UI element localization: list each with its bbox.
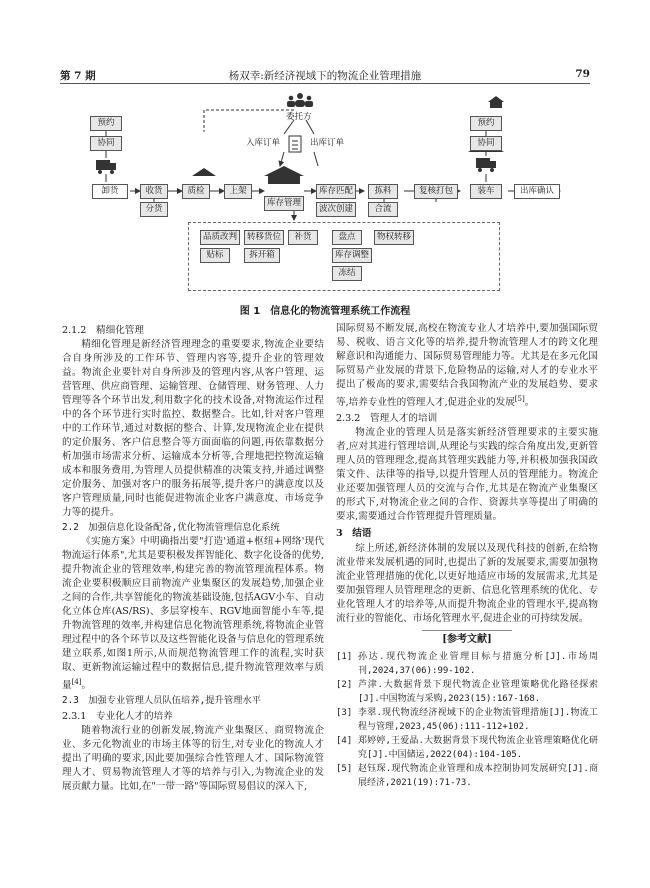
warehouse-icon-left	[192, 168, 216, 176]
right-column	[336, 322, 598, 790]
heading-2-3-2: 2.3.2 管理人才的培训	[336, 413, 438, 425]
outbound-order-label: 出库订单	[310, 138, 345, 148]
sub-ownership-transfer: 物权转移	[374, 230, 414, 245]
paragraph-continued	[336, 322, 598, 410]
reference-text: 孙达.现代物流企业管理目标与措施分析[J].市场周刊,2024,37(06):99-102.	[358, 652, 598, 677]
node-shelve: 上架	[224, 184, 252, 199]
heading-2-3-1: 2.3.1 专业化人才的培养	[62, 711, 173, 723]
warehouse-icon	[264, 166, 304, 184]
inbound-order-label: 入库订单	[246, 138, 281, 148]
node-load: 装车	[470, 184, 502, 199]
node-recheck-pack: 复核打包	[414, 184, 458, 199]
reference-number: [2]	[336, 680, 353, 691]
node-receive: 收货	[140, 184, 168, 199]
reference-text: 李翠.现代物流经济视域下的企业物流管理措施[J].物流工程与管理,2023,45(06):111-112+102.	[358, 708, 598, 733]
consignor-label: 委托方	[286, 112, 312, 122]
sub-freeze: 冻结	[332, 266, 362, 281]
node-coordinate-left: 协同	[90, 136, 122, 151]
document-icon	[289, 136, 301, 152]
reference-item	[336, 734, 598, 762]
node-pick: 拣料	[368, 184, 398, 199]
running-header	[60, 66, 590, 84]
sub-quality-rejudge: 品质改判	[200, 230, 240, 245]
node-reserve-left: 预约	[90, 116, 122, 131]
paragraph-talent-cultivation: 随着物流行业的创新发展,物流产业集聚区、商贸物流企业、多元化物流业的市场主体等的衍生,对专业化的物流人才提出了明确的要求,因此要加强综合性管理人才、国际物流管理人才、贸易物流管理人才等的培养与引入,为物流企业的发展贡献力量。比如,在"一带一路"等国际贸易倡议的深入下,	[62, 725, 324, 793]
paragraph-info-equipment	[62, 535, 324, 693]
node-sort: 分货	[140, 202, 168, 217]
running-title: 杨双幸:新经济视域下的物流企业管理措施	[228, 70, 422, 82]
truck-icon-left	[96, 160, 116, 174]
node-reserve-right: 预约	[470, 116, 502, 131]
heading-2-2: 2.2 加强信息化设备配备,优化物流管理信息化系统	[62, 522, 280, 533]
paragraph-info-equipment-text: 《实施方案》中明确指出要"打造'通道+枢纽+网络'现代物流运行体系",尤其是要积极发挥智能化、数字化设备的优势,提升物流企业的管理效率,构建完善的物流管理流程体系。物流企业要积极顺应目前物流产业集聚区的发展趋势,加强企业之间的合作,共享智能化的物流基础设施,包括AGV小车、自动化立体仓库(AS/RS)、多层穿梭车、RGV地面智能小车等,提升物流管理的效率,并构建信息化物流管理系统,将物流企业管理过程中的各个环节以及这些智能化设备与信息化的管理系统建立联系,如图1所示,从而规范物流管理工作的流程,实时获取、更新物流运输过程中的数据信息,提升物流管理效率与质量	[62, 536, 324, 692]
paragraph-continued-text: 国际贸易不断发展,高校在物流专业人才培养中,要加强国际贸易、税收、语言文化等的培养,提升物流管理人才的跨文化理解意识和沟通能力、国际贸易管理能力等。尤其是在多元化国际贸易产业发展的背景下,危险物品的运输,对人才的专业水平提出了极高的要求,需要结合我国物流产业的发展趋势、要求等,培养专业性的管理人才,促进企业的发展	[336, 323, 598, 409]
citation-4: [4]	[71, 678, 82, 686]
sub-stocktake: 盘点	[332, 230, 362, 245]
page-number: 79	[575, 68, 590, 80]
issue-number: 第 7 期	[60, 70, 96, 82]
sub-transfer-location: 转移货位	[244, 230, 284, 245]
reference-text: 芦津.大数据背景下现代物流企业管理策略优化路径探索[J].中国物流与采购,2023(15):167-168.	[358, 680, 598, 705]
node-inventory-management: 库存管理	[264, 196, 304, 211]
consignor-icon	[287, 93, 313, 107]
node-combine: 合流	[368, 202, 398, 217]
node-stock-match: 库存匹配	[316, 184, 356, 199]
reference-text: 郑婷婷,王爱晶.大数据背景下现代物流企业管理策略优化研究[J].中国储运,2022(04):104-105.	[358, 736, 598, 761]
warehouse-icon-right	[488, 96, 504, 108]
reference-number: [4]	[336, 736, 353, 747]
paragraph-refined-management: 精细化管理是新经济管理理念的重要要求,物流企业要结合自身所涉及的工作环节、管理内容等,提升企业的管理效益。物流企业要针对自身所涉及的管理内容,从客户管理、运营管理、供应商管理、运输管理、仓储管理、财务管理、人力管理等各个环节出发,利用数字化的技术设备,对物流运作过程中的各个环节进行实时监控、数据整合。比如,针对客户管理中的工作环节,通过对数据的整合、计算,发现物流企业在提供的定价服务、客户信息整合等方面面临的问题,再依靠数据分析加强市场需求分析、运输成本分析等,合理地把控物流运输成本和服务费用,为管理人员提供精准的决策支持,并通过调整定价服务、加强对客户的服务拓展等,提升客户的满意度以及客户管理质量,同时也能促进物流企业客户满意度、市场竞争力等的提升。	[62, 339, 324, 518]
reference-list	[336, 650, 598, 790]
paragraph-manager-training: 物流企业的管理人员是落实新经济管理要求的主要实施者,应对其进行管理培训,从理论与实践的综合角度出发,更新管理人员的管理理念,提高其管理实践能力等,并积极加强我国政策文件、法律等的指导,以提升管理人员的管理能力。物流企业还要加强管理人员的交流与合作,尤其是在物流产业集聚区的形式下,对物流企业之间的合作、资源共享等提出了明确的要求,需要通过合作管理提升管理质量。	[336, 427, 598, 523]
workflow-figure	[84, 92, 584, 292]
references-title: [参考文献]	[422, 630, 512, 647]
reference-number: [1]	[336, 652, 353, 663]
sub-stock-adjust: 库存调整	[332, 248, 372, 263]
reference-text: 赵钰琛.现代物流企业管理和成本控制协同发展研究[J].商展经济,2021(19):71-73.	[358, 764, 598, 789]
left-column	[62, 322, 324, 794]
paragraph-conclusion: 综上所述,新经济体制的发展以及现代科技的创新,在给物流业带来发展机遇的同时,也提出了新的发展要求,需要加强物流企业管理措施的优化,以更好地适应市场的发展需求,尤其是要加强管理人员管理理念的更新、信息化管理系统的优化、专业化管理人才的培养等,从而提升物流企业的管理水平,提高物流行业的智能化、市场化管理水平,促进企业的可持续发展。	[336, 543, 598, 625]
reference-item	[336, 650, 598, 678]
sub-replenish: 补货	[288, 230, 318, 245]
citation-5: [5]	[514, 395, 525, 403]
sub-label: 贴标	[200, 248, 230, 263]
figure-caption: 图 1 信息化的物流管理系统工作流程	[239, 306, 411, 317]
reference-item	[336, 678, 598, 706]
reference-item	[336, 706, 598, 734]
reference-item	[336, 762, 598, 790]
reference-number: [5]	[336, 764, 353, 775]
node-outbound-confirm: 出库确认	[514, 184, 560, 199]
reference-number: [3]	[336, 708, 353, 719]
node-wave-create: 波次创建	[316, 202, 356, 217]
node-unload: 卸货	[92, 184, 128, 199]
node-inspect: 质检	[182, 184, 210, 199]
paragraph-continued-end: 。	[524, 397, 535, 409]
heading-2-1-2: 2.1.2 精细化管理	[62, 325, 144, 336]
paragraph-info-equipment-end: 。	[81, 680, 92, 692]
node-coordinate-right: 协同	[470, 136, 502, 151]
heading-3-conclusion: 3 结语	[336, 528, 372, 540]
sub-unbox: 拆开箱	[244, 248, 280, 263]
heading-2-3: 2.3 加强专业管理人员队伍培养,提升管理水平	[62, 695, 262, 707]
